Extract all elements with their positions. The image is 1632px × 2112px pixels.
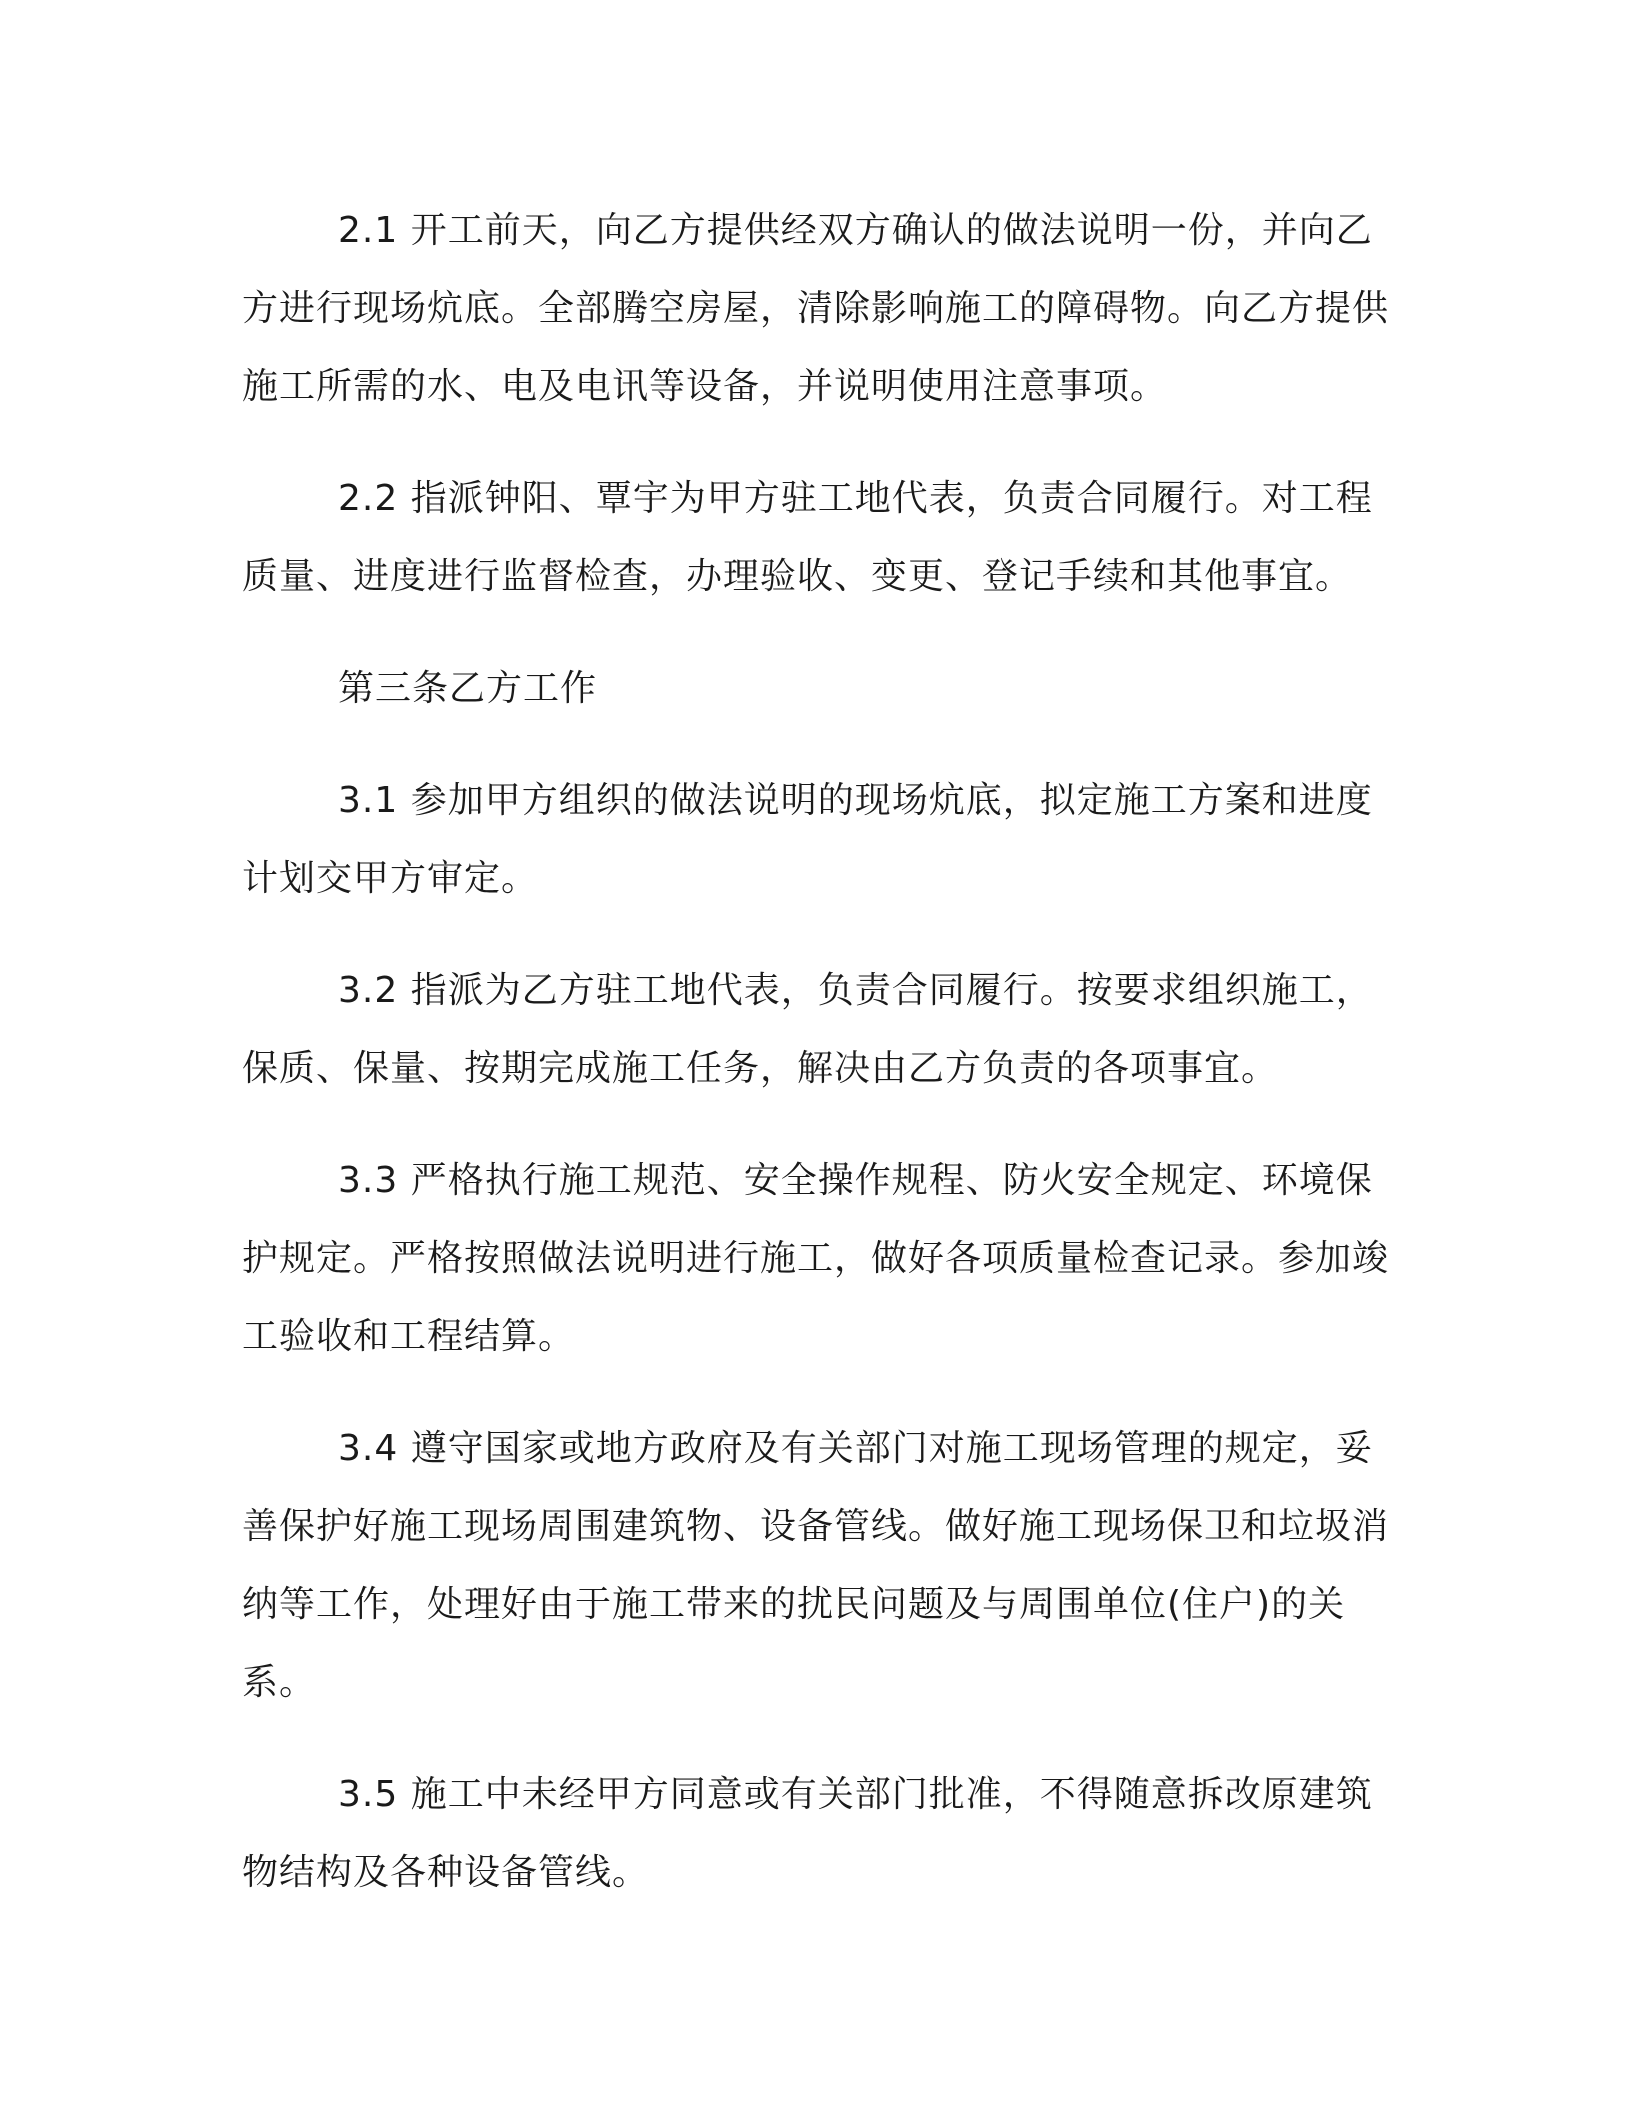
- document-body: [242, 192, 1390, 1946]
- clause-2-2: 2.2 指派钟阳、覃宇为甲方驻工地代表，负责合同履行。对工程质量、进度进行监督检查，办理验收、变更、登记手续和其他事宜。: [242, 478, 1373, 597]
- clause-3-4: 3.4 遵守国家或地方政府及有关部门对施工现场管理的规定，妥善保护好施工现场周围建筑物、设备管线。做好施工现场保卫和垃圾消纳等工作，处理好由于施工带来的扰民问题及与周围单位(住户)的关系。: [242, 1428, 1390, 1703]
- clause-3-5: 3.5 施工中未经甲方同意或有关部门批准，不得随意拆改原建筑物结构及各种设备管线。: [242, 1774, 1373, 1893]
- section-heading-article-3: 第三条乙方工作: [338, 668, 598, 709]
- clause-2-1: 2.1 开工前天，向乙方提供经双方确认的做法说明一份，并向乙方进行现场炕底。全部腾空房屋，清除影响施工的障碍物。向乙方提供施工所需的水、电及电讯等设备，并说明使用注意事项。: [242, 210, 1390, 407]
- clause-3-2: 3.2 指派为乙方驻工地代表，负责合同履行。按要求组织施工，保质、保量、按期完成施工任务，解决由乙方负责的各项事宜。: [242, 970, 1373, 1089]
- clause-3-3: 3.3 严格执行施工规范、安全操作规程、防火安全规定、环境保护规定。严格按照做法说明进行施工，做好各项质量检查记录。参加竣工验收和工程结算。: [242, 1160, 1390, 1357]
- clause-3-1: 3.1 参加甲方组织的做法说明的现场炕底，拟定施工方案和进度计划交甲方审定。: [242, 780, 1373, 899]
